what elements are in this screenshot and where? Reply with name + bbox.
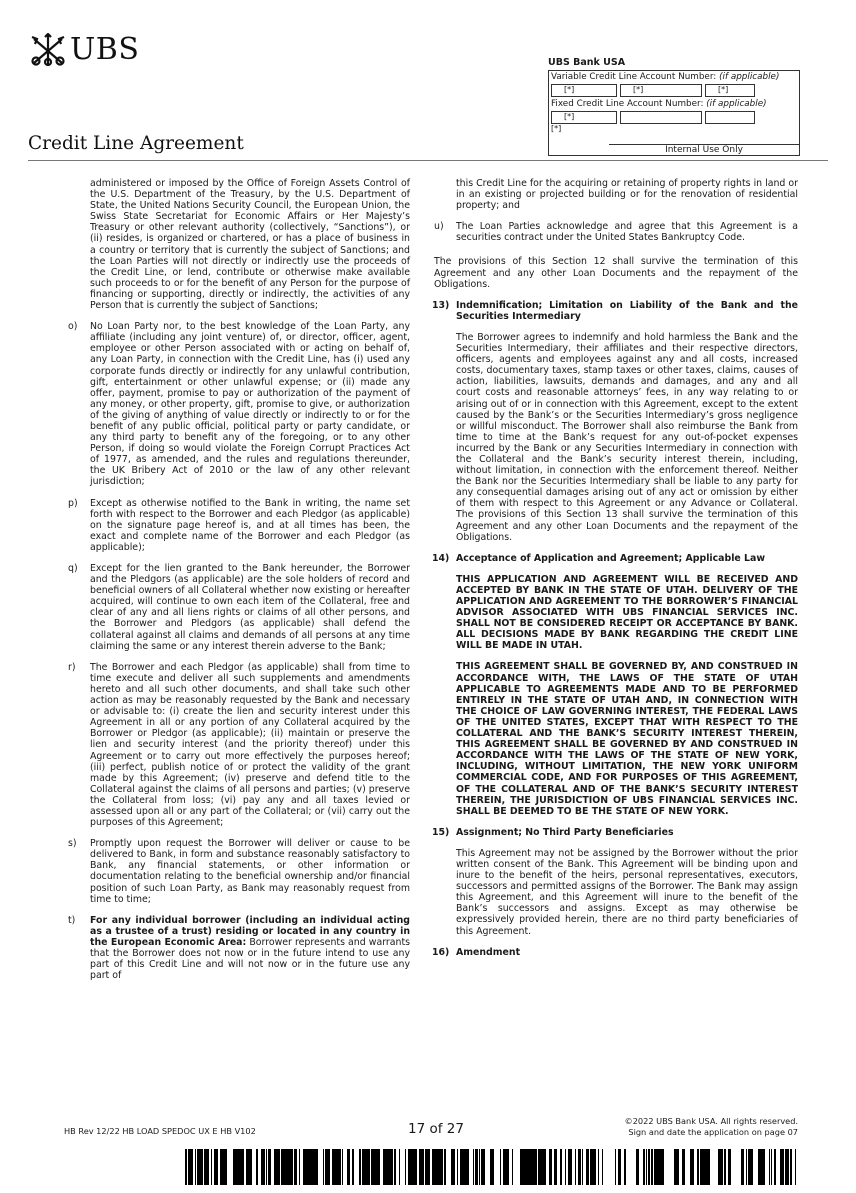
clause-s-label: s): [68, 838, 77, 850]
footer-notes: [560, 1116, 798, 1138]
clause-t-continuation: this Credit Line for the acquiring or retaining of property rights in land or in an existing or projected building or for the renovation of residential property; and: [456, 178, 798, 212]
internal-use-label: Internal Use Only: [609, 144, 799, 156]
clause-t-heading: For any individual borrower (including an individual acting as a trustee of a trust) residing or located in any country in the European Economic Area:: [90, 914, 410, 948]
sign-note: Sign and date the application on page 07: [628, 1127, 798, 1137]
clause-r-text: The Borrower and each Pledgor (as applicable) shall from time to time execute and deliver all such supplements and amendments hereto and all such other documents, and shall take such other action as may be reasonably requested by the Bank and necessary or advisable to: (i) create the lien and security interest under this Agreement in all or any portion of any Collateral acquired by the Borrower or Pledgor (as applicable); (ii) maintain or preserve the lien and security interest (and the priority thereof) under this Agreement or to carry out more effectively the purposes hereof; (iii) perfect, publish notice of or protect the validity of the grant made by this Agreement; (iv) preserve and defend title to the Collateral against the claims of all persons and parties; (v) preserve the Collateral from loss; (vi) pay any and all taxes levied or assessed upon all or any part of the Collateral; or (vii) carry out the purposes of this Agreement;: [90, 661, 410, 829]
clause-q-text: Except for the lien granted to the Bank hereunder, the Borrower and the Pledgors (as applicable) are the sole holders of record and beneficial owners of all Collateral whether now existing or hereafter acquired, will continue to own each item of the Collateral, free and clear of any and all liens rights or claims of all other persons, and the Borrower and Pledgors (as applicable) shall defend the collateral against all claims and demands of all persons at any time claiming the same or any interest therein adverse to the Bank;: [90, 563, 410, 652]
barcode-image: [184, 1149, 796, 1185]
form-identifier: HB Rev 12/22 HB LOAD SPEDOC UX E HB V102: [64, 1126, 256, 1136]
left-column: [68, 178, 410, 991]
section-13-title: Indemnification; Limitation on Liability of the Bank and the Securities Intermediary: [456, 299, 798, 322]
ubs-keys-icon: [28, 33, 68, 67]
clause-p-label: p): [68, 497, 78, 509]
clause-u-text: The Loan Parties acknowledge and agree that this Agreement is a securities contract under the United States Bankruptcy Code.: [456, 221, 798, 244]
clause-t-text: Borrower represents and warrants that the Borrower does not now or in the future intend to use any part of this Credit Line and will not now or in the future use any part of: [90, 936, 410, 982]
right-column: [432, 178, 798, 968]
clause-r: [68, 661, 410, 829]
section-13-heading: [432, 299, 798, 322]
variable-account-field-1[interactable]: [*]: [551, 84, 617, 97]
clause-t: [68, 914, 410, 982]
clause-p: [68, 497, 410, 553]
clause-p-text: Except as otherwise notified to the Bank in writing, the name set forth with respect to the Borrower and each Pledgor (as applicable) on the signature page hereof is, and at all times has been, the exact and complete name of the Borrower and each Pledgor (as applicable);: [90, 497, 410, 553]
section-14-heading: [432, 552, 798, 564]
clause-t-label: t): [68, 914, 76, 926]
clause-u-label: u): [434, 221, 444, 233]
variable-account-field-2[interactable]: [*]: [620, 84, 702, 97]
section-14-title: Acceptance of Application and Agreement; Applicable Law: [456, 552, 766, 564]
clause-q-label: q): [68, 563, 78, 574]
fixed-account-label: Fixed Credit Line Account Number:: [551, 99, 704, 109]
account-fields: [548, 70, 800, 156]
variable-account-field-3[interactable]: [*]: [705, 84, 755, 97]
section-16-heading: [432, 946, 798, 958]
section-16-number: 16): [432, 946, 450, 958]
clause-o-label: o): [68, 321, 78, 333]
fixed-account-field-3[interactable]: [705, 111, 755, 124]
variable-account-label: Variable Credit Line Account Number:: [551, 72, 717, 82]
section-14-paragraph-2: THIS AGREEMENT SHALL BE GOVERNED BY, AND CONSTRUED IN ACCORDANCE WITH, THE LAWS OF THE STATE OF UTAH APPLICABLE TO AGREEMENTS MADE AND TO BE PERFORMED ENTIRELY IN THE STATE OF UTAH AND, IN CONNECTION WITH THE CHOICE OF LAW GOVERNING INTEREST, THE FEDERAL LAWS OF THE UNITED STATES, EXCEPT THAT WITH RESPECT TO THE COLLATERAL AND THE BANK’S SECURITY INTEREST THEREIN, THIS AGREEMENT SHALL BE GOVERNED BY AND CONSTRUED IN ACCORDANCE WITH THE LAWS OF THE STATE OF NEW YORK, INCLUDING, WITHOUT LIMITATION, THE NEW YORK UNIFORM COMMERCIAL CODE, AND FOR PURPOSES OF THIS AGREEMENT, OF THE COLLATERAL AND OF THE BANK’S SECURITY INTEREST THEREIN, THE JURISDICTION OF UBS FINANCIAL SERVICES INC. SHALL BE DEEMED TO BE THE STATE OF NEW YORK.: [456, 661, 798, 817]
account-number-box: [548, 57, 800, 156]
header-divider: [28, 160, 828, 161]
section-15-body: This Agreement may not be assigned by the Borrower without the prior written consent of the Bank. This Agreement will be binding upon and inure to the benefit of the heirs, personal representatives, executors, successors and permitted assigns of the Borrower. The Bank may assign this Agreement, and this Agreement will inure to the benefit of the Bank’s successors and assigns. Except as may otherwise be expressively provided herein, there are no third party beneficiaries of this Agreement.: [456, 847, 798, 937]
fixed-account-field-2[interactable]: [620, 111, 702, 124]
section-14-number: 14): [432, 552, 450, 564]
clause-q: [68, 563, 410, 652]
variable-if-applicable: (if applicable): [719, 72, 780, 82]
clause-u: [434, 221, 798, 244]
clause-o: [68, 321, 410, 488]
sanctions-continuation: administered or imposed by the Office of Foreign Assets Control of the U.S. Department of the Treasury, by the U.S. Department of State, the United Nations Security Council, the European Union, the Swiss State Secretariat for Economic Affairs or Her Majesty’s Treasury or other relevant authority (collectively, “Sanctions”), or (ii) resides, is organized or chartered, or has a place of business in a country or territory that is currently the subject of Sanctions; and the Loan Parties will not directly or indirectly use the proceeds of the Credit Line, or lend, contribute or otherwise make available such proceeds to or for the benefit of any Person for the purpose of financing or supporting, directly or indirectly, the activities of any Person that is currently the subject of Sanctions;: [90, 178, 410, 312]
fixed-if-applicable: (if applicable): [706, 99, 767, 109]
logo-text: UBS: [70, 32, 140, 67]
section-13-number: 13): [432, 299, 450, 311]
document-title: Credit Line Agreement: [28, 133, 244, 154]
copyright: ©2022 UBS Bank USA. All rights reserved.: [624, 1116, 798, 1126]
section-13-body: The Borrower agrees to indemnify and hold harmless the Bank and the Securities Intermediary, their affiliates and their respective directors, officers, agents and employees against any and all costs, increased costs, documentary taxes, stamp taxes or other taxes, claims, causes of action, liabilities, lawsuits, demands and damages, and any and all court costs and reasonable attorneys’ fees, in any way relating to or arising out of or in connection with this Agreement, except to the extent caused by the Bank’s or the Securities Intermediary’s gross negligence or willful misconduct. The Borrower shall also reimburse the Bank from time to time at the Bank’s request for any out-of-pocket expenses incurred by the Bank or any Securities Intermediary in connection with the Collateral and the Bank’s security interest therein, including, without limitation, in connection with the enforcement thereof. Neither the Bank nor the Securities Intermediary shall be liable to any party for any consequential damages arising out of any act or omission by either of them with respect to this Agreement or any Advance or Collateral. The provisions of this Section 13 shall survive the termination of this Agreement and any other Loan Documents and the repayment of the Obligations.: [456, 331, 798, 543]
section-16-title: Amendment: [456, 946, 521, 958]
clause-s-text: Promptly upon request the Borrower will deliver or cause to be delivered to Bank, in form and substance reasonably satisfactory to Bank, any financial statements, or other information or documentation relating to the beneficial ownership and/or financial position of such Loan Party, as Bank may reasonably request from time to time;: [90, 838, 410, 905]
section-15-title: Assignment; No Third Party Beneficiaries: [456, 826, 674, 838]
clause-r-label: r): [68, 661, 76, 673]
section-15-heading: [432, 826, 798, 838]
fixed-account-field-1[interactable]: [*]: [551, 111, 617, 124]
clause-o-text: No Loan Party nor, to the best knowledge of the Loan Party, any affiliate (including any joint venture) of, or director, officer, agent, employee or other Person associated with or acting on behalf of, any Loan Party, in connection with the Credit Line, has (i) used any corporate funds directly or indirectly for any unlawful contribution, gift, entertainment or other unlawful expense; or (ii) made any offer, payment, promise to pay or authorization of the payment of any money, or other property, gift, promise to give, or authorization of the giving of anything of value directly or indirectly to or for the benefit of any public official, political party or party candidate, or any third party to benefit any of the foregoing, or to any other Person, if doing so would violate the Foreign Corrupt Practices Act of 1977, as amended, and the rules and regulations thereunder, the UK Bribery Act of 2010 or the law of any other relevant jurisdiction;: [90, 321, 410, 488]
section-12-survival: The provisions of this Section 12 shall survive the termination of this Agreement and any other Loan Documents and the repayment of the Obligations.: [434, 256, 798, 290]
page-number: 17 of 27: [408, 1121, 464, 1137]
fixed-account-placeholder: [*]: [551, 124, 562, 133]
ubs-logo: [28, 32, 139, 67]
clause-s: [68, 838, 410, 905]
section-14-paragraph-1: THIS APPLICATION AND AGREEMENT WILL BE RECEIVED AND ACCEPTED BY BANK IN THE STATE OF UTAH. DELIVERY OF THE APPLICATION AND AGREEMENT TO THE BORROWER’S FINANCIAL ADVISOR ASSOCIATED WITH UBS FINANCIAL SERVICES INC. SHALL NOT BE CONSIDERED RECEIPT OR ACCEPTANCE BY BANK. ALL DECISIONS MADE BY BANK REGARDING THE CREDIT LINE WILL BE MADE IN UTAH.: [456, 573, 798, 652]
bank-name: UBS Bank USA: [548, 57, 626, 68]
section-15-number: 15): [432, 826, 450, 838]
